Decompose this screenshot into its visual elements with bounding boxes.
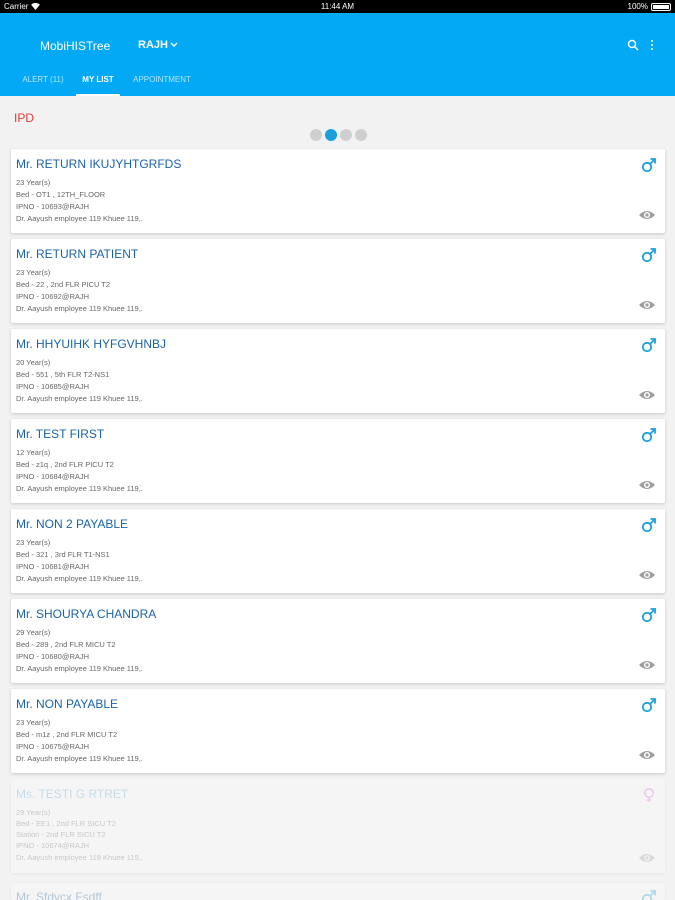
page-dot[interactable]	[355, 129, 367, 141]
patient-bed: Bed - 22 , 2nd FLR PICU T2	[16, 280, 111, 289]
patient-age: 20 Year(s)	[16, 358, 51, 367]
tab-alert[interactable]: ALERT (11)	[22, 75, 64, 84]
search-icon[interactable]	[627, 39, 639, 51]
view-eye-icon[interactable]	[638, 659, 656, 671]
patient-card[interactable]	[11, 883, 665, 900]
patient-bed: Bed - z1q , 2nd FLR PICU T2	[16, 460, 114, 469]
chevron-down-icon	[170, 42, 178, 48]
status-right	[628, 2, 671, 11]
patient-age: 12 Year(s)	[16, 448, 51, 457]
patient-doctor: Dr. Aayush employee 119 Khuee 119,.	[16, 664, 143, 673]
patient-doctor: Dr. Aayush employee 119 Khuee 119,.	[16, 394, 143, 403]
patient-ipno: IPNO - 10692@RAJH	[16, 292, 90, 301]
battery-icon	[651, 3, 671, 11]
male-icon	[641, 427, 657, 443]
patient-bed: Bed - 321 , 3rd FLR T1-NS1	[16, 550, 110, 559]
view-eye-icon[interactable]	[638, 569, 656, 581]
section-label-ipd: IPD	[14, 111, 35, 125]
male-icon	[641, 247, 657, 263]
app-bar	[0, 13, 675, 96]
more-menu-icon[interactable]	[649, 39, 655, 51]
patient-name: Mr. HHYUIHK HYFGVHNBJ	[16, 337, 167, 351]
patient-name: Mr. NON 2 PAYABLE	[16, 517, 129, 531]
patient-card[interactable]	[11, 689, 665, 773]
patient-age: 23 Year(s)	[16, 718, 51, 727]
view-eye-icon[interactable]	[638, 479, 656, 491]
patient-bed: Bed - m1z , 2nd FLR MICU T2	[16, 730, 118, 739]
patient-age: 23 Year(s)	[16, 538, 51, 547]
patient-doctor: Dr. Aayush employee 119 Khuee 119,.	[16, 853, 143, 862]
tab-appointment[interactable]: APPOINTMENT	[133, 75, 191, 84]
tab-bar	[0, 71, 675, 96]
patient-name: Mr. Sfdvcx Fsdff	[16, 890, 102, 900]
patient-name: Mr. TEST FIRST	[16, 427, 105, 441]
patient-doctor: Dr. Aayush employee 119 Khuee 119,.	[16, 574, 143, 583]
patient-name: Ms. TESTI G RTRET	[16, 787, 129, 801]
patient-card[interactable]	[11, 329, 665, 413]
page-dot[interactable]	[310, 129, 322, 141]
carrier-label: Carrier	[4, 2, 29, 11]
male-icon	[641, 517, 657, 533]
patient-ipno: IPNO - 10674@RAJH	[16, 841, 90, 850]
patient-age: 23 Year(s)	[16, 178, 51, 187]
view-eye-icon[interactable]	[638, 299, 656, 311]
patient-doctor: Dr. Aayush employee 119 Khuee 119,.	[16, 304, 143, 313]
battery-percent: 100%	[627, 2, 648, 11]
view-eye-icon[interactable]	[638, 852, 656, 864]
female-icon	[641, 787, 657, 803]
org-selector-label: RAJH	[138, 39, 168, 51]
male-icon	[641, 337, 657, 353]
male-icon	[641, 157, 657, 173]
patient-station: Station - 2nd FLR SICU T2	[16, 830, 106, 839]
male-icon	[641, 889, 657, 900]
male-icon	[641, 607, 657, 623]
page-dot[interactable]	[340, 129, 352, 141]
patient-card[interactable]	[11, 509, 665, 593]
view-eye-icon[interactable]	[638, 389, 656, 401]
patient-bed: Bed - 289 , 2nd FLR MICU T2	[16, 640, 116, 649]
patient-doctor: Dr. Aayush employee 119 Khuee 119,.	[16, 754, 143, 763]
tab-my-list[interactable]: MY LIST	[76, 75, 120, 96]
patient-doctor: Dr. Aayush employee 119 Khuee 119,.	[16, 484, 143, 493]
status-time: 11:44 AM	[320, 2, 355, 11]
patient-card[interactable]	[11, 599, 665, 683]
view-eye-icon[interactable]	[638, 749, 656, 761]
patient-bed: Bed - EE1 , 2nd FLR SICU T2	[16, 819, 116, 828]
view-eye-icon[interactable]	[638, 209, 656, 221]
patient-ipno: IPNO - 10684@RAJH	[16, 472, 90, 481]
patient-doctor: Dr. Aayush employee 119 Khuee 119,.	[16, 214, 143, 223]
patient-ipno: IPNO - 10681@RAJH	[16, 562, 90, 571]
patient-ipno: IPNO - 10685@RAJH	[16, 382, 90, 391]
patient-name: Mr. SHOURYA CHANDRA	[16, 607, 157, 621]
male-icon	[641, 697, 657, 713]
org-selector[interactable]	[138, 39, 178, 51]
patient-card[interactable]	[11, 239, 665, 323]
patient-age: 23 Year(s)	[16, 268, 51, 277]
patient-ipno: IPNO - 10675@RAJH	[16, 742, 90, 751]
status-bar	[0, 0, 675, 13]
patient-ipno: IPNO - 10680@RAJH	[16, 652, 90, 661]
patient-name: Mr. RETURN PATIENT	[16, 247, 139, 261]
patient-name: Mr. RETURN IKUJYHTGRFDS	[16, 157, 182, 171]
patient-card[interactable]	[11, 419, 665, 503]
patient-bed: Bed - 551 , 5th FLR T2-NS1	[16, 370, 110, 379]
page-indicator	[310, 129, 367, 141]
patient-card[interactable]	[11, 149, 665, 233]
patient-age: 29 Year(s)	[16, 808, 51, 817]
app-title: MobiHISTree	[40, 39, 111, 53]
patient-age: 29 Year(s)	[16, 628, 51, 637]
page-dot-active[interactable]	[325, 129, 337, 141]
patient-ipno: IPNO - 10693@RAJH	[16, 202, 90, 211]
patient-bed: Bed - OT1 , 12TH_FLOOR	[16, 190, 106, 199]
patient-name: Mr. NON PAYABLE	[16, 697, 119, 711]
patient-card[interactable]	[11, 779, 665, 873]
